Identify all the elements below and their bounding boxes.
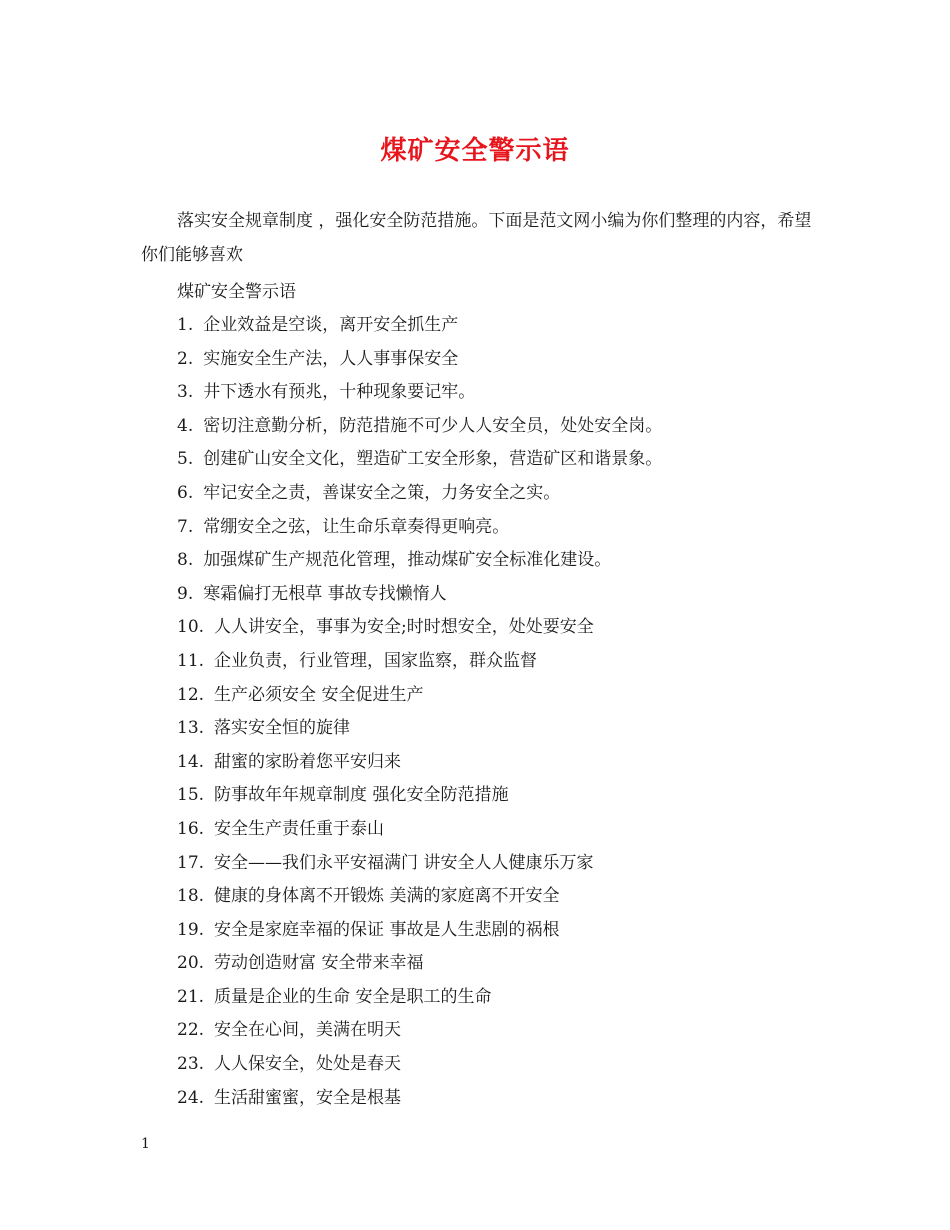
list-item-text: 劳动创造财富 安全带来幸福 [214, 953, 424, 974]
list-item-text: 人人讲安全，事事为安全;时时想安全，处处要安全 [214, 617, 594, 638]
list-item-number: 2. [177, 348, 194, 369]
list-item-number: 24. [177, 1087, 205, 1108]
list-item-text: 安全在心间，美满在明天 [214, 1020, 402, 1041]
list-item-number: 17. [177, 852, 205, 873]
list-item [177, 380, 837, 414]
list-item-number: 4. [177, 415, 194, 436]
document-title: 煤矿安全警示语 [380, 136, 570, 166]
list-item-text: 牢记安全之责，善谋安全之策，力务安全之实。 [203, 482, 561, 503]
list-item-text: 安全生产责任重于泰山 [214, 818, 385, 839]
list-item-text: 井下透水有预兆，十种现象要记牢。 [203, 382, 476, 403]
list-item-number: 8. [177, 550, 194, 571]
list-item-text: 甜蜜的家盼着您平安归来 [214, 751, 402, 772]
list-item [177, 313, 837, 347]
list-item-text: 人人保安全，处处是春天 [214, 1054, 402, 1075]
list-item-number: 13. [177, 718, 205, 739]
list-item-text: 常绷安全之弦，让生命乐章奏得更响亮。 [203, 516, 510, 537]
list-item [177, 1018, 837, 1052]
list-item-number: 1. [177, 315, 194, 335]
list-item-text: 安全——我们永平安福满门 讲安全人人健康乐万家 [214, 852, 594, 873]
list-item-number: 12. [177, 684, 205, 705]
list-item-number: 16. [177, 818, 205, 839]
list-item-number: 7. [177, 516, 194, 537]
list-item-number: 21. [177, 986, 205, 1007]
list-item [177, 1052, 837, 1086]
list-item-number: 3. [177, 382, 194, 403]
list-item-text: 安全是家庭幸福的保证 事故是人生悲剧的祸根 [214, 919, 560, 940]
list-item [177, 582, 837, 616]
list-item [177, 515, 837, 549]
list-item [177, 414, 837, 448]
list-item-number: 15. [177, 785, 205, 806]
list-item-text: 生产必须安全 安全促进生产 [214, 684, 424, 705]
list-item-number: 6. [177, 482, 194, 503]
slogan-list [177, 313, 837, 1119]
list-item-number: 19. [177, 919, 205, 940]
list-item-text: 生活甜蜜蜜，安全是根基 [214, 1087, 402, 1108]
list-item [177, 1086, 837, 1120]
intro-paragraph: 落实安全规章制度 ，强化安全防范措施。下面是范文网小编为你们整理的内容，希望你们能够喜欢 [141, 211, 812, 265]
list-item-text: 企业效益是空谈，离开安全抓生产 [203, 315, 459, 335]
list-item [177, 918, 837, 952]
list-item [177, 884, 837, 918]
list-item [177, 817, 837, 851]
list-item [177, 649, 837, 683]
list-item [177, 548, 837, 582]
list-item-text: 防事故年年规章制度 强化安全防范措施 [214, 785, 509, 806]
list-item-text: 寒霜偏打无根草 事故专找懒惰人 [203, 583, 447, 604]
list-item-number: 22. [177, 1020, 205, 1041]
list-item-text: 加强煤矿生产规范化管理，推动煤矿安全标准化建设。 [203, 550, 612, 571]
list-item [177, 615, 837, 649]
section-heading: 煤矿安全警示语 [177, 282, 296, 302]
list-item-text: 密切注意勤分析，防范措施不可少人人安全员，处处安全岗。 [203, 415, 663, 436]
list-item [177, 851, 837, 885]
list-item-number: 9. [177, 583, 194, 604]
list-item [177, 750, 837, 784]
list-item-number: 14. [177, 751, 205, 772]
list-item-number: 18. [177, 886, 205, 907]
list-item-text: 健康的身体离不开锻炼 美满的家庭离不开安全 [214, 886, 560, 907]
page-number: 1 [141, 1136, 150, 1152]
list-item [177, 783, 837, 817]
list-item [177, 683, 837, 717]
list-item-number: 20. [177, 953, 205, 974]
list-item [177, 481, 837, 515]
list-item-text: 落实安全恒的旋律 [214, 718, 351, 739]
list-item [177, 347, 837, 381]
list-item [177, 951, 837, 985]
list-item-number: 23. [177, 1054, 205, 1075]
list-item-number: 11. [177, 650, 205, 671]
list-item-text: 实施安全生产法，人人事事保安全 [203, 348, 459, 369]
list-item-number: 5. [177, 449, 194, 470]
list-item-text: 质量是企业的生命 安全是职工的生命 [214, 986, 492, 1007]
list-item-text: 创建矿山安全文化，塑造矿工安全形象，营造矿区和谐景象。 [203, 449, 663, 470]
list-item-text: 企业负责，行业管理，国家监察，群众监督 [214, 650, 538, 671]
list-item [177, 447, 837, 481]
list-item-number: 10. [177, 617, 205, 638]
list-item [177, 985, 837, 1019]
list-item [177, 716, 837, 750]
